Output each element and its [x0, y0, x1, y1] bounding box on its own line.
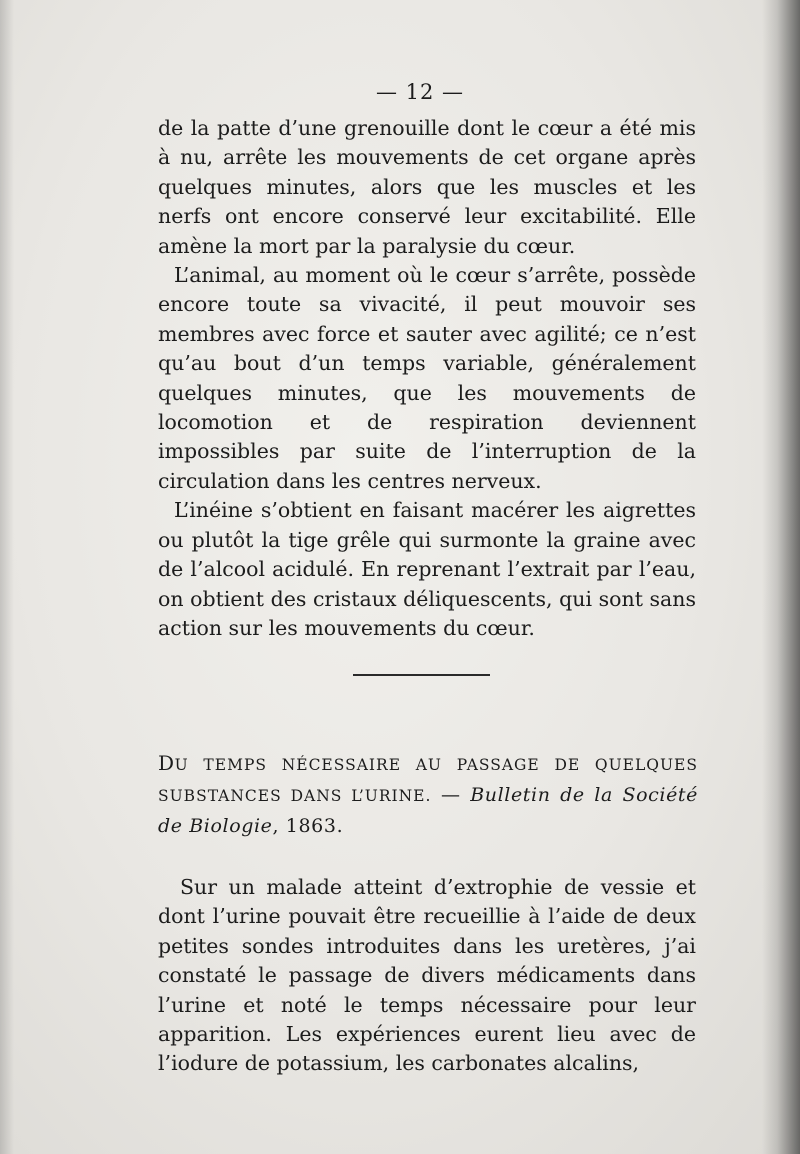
paragraph-animal: L’animal, au moment où le cœur s’arrête, possède encore toute sa vivacité, il peut mouvoir ses membres avec force et sauter avec agilité; ce n’est qu’au bout d’un temps variable, généralement quelques minutes, que les mouvements de locomotion et de respiration deviennent impossibles par suite de l’interruption de la circulation dans les centres nerveux. [158, 263, 696, 493]
paragraph-extrophie: Sur un malade atteint d’extrophie de vessie et dont l’urine pouvait être recueillie à l’aide de deux petites sondes introduites dans les uretères, j’ai constaté le passage de divers médicaments dans l’urine et noté le temps nécessaire pour leur apparition. Les expériences eurent lieu avec de l’iodure de potassium, les carbonates alcalins, [158, 875, 696, 1076]
heading-initial: D [158, 751, 175, 775]
paragraph-continued: de la patte d’une grenouille dont le cœur a été mis à nu, arrête les mouvements de cet organe après quelques minutes, alors que les muscles et les nerfs ont encore conservé leur excitabilité. Elle amène la mort par la paralysie du cœur. [158, 116, 696, 258]
body-text-top [158, 114, 696, 643]
paragraph-ineine: L’inéine s’obtient en faisant macérer les aigrettes ou plutôt la tige grêle qui surmonte la graine avec de l’alcool acidulé. En reprenant l’extrait par l’eau, on obtient des cristaux déliquescents, qui sont sans action sur les mouvements du cœur. [158, 498, 696, 640]
page-right-shadow [762, 0, 800, 1154]
body-text-bottom [158, 873, 696, 1079]
section-divider [353, 674, 490, 676]
page-number: — 12 — [375, 80, 465, 104]
section-heading [158, 748, 698, 841]
heading-dash: — [431, 784, 471, 806]
heading-year: , 1863. [272, 815, 344, 837]
page-left-shadow [0, 0, 14, 1154]
heading-title: U TEMPS NÉCESSAIRE AU PASSAGE DE QUELQUES SUBSTANCES DANS L’URINE. [158, 756, 698, 805]
heading-source: Bulletin de la Société de Biologie [158, 784, 698, 837]
